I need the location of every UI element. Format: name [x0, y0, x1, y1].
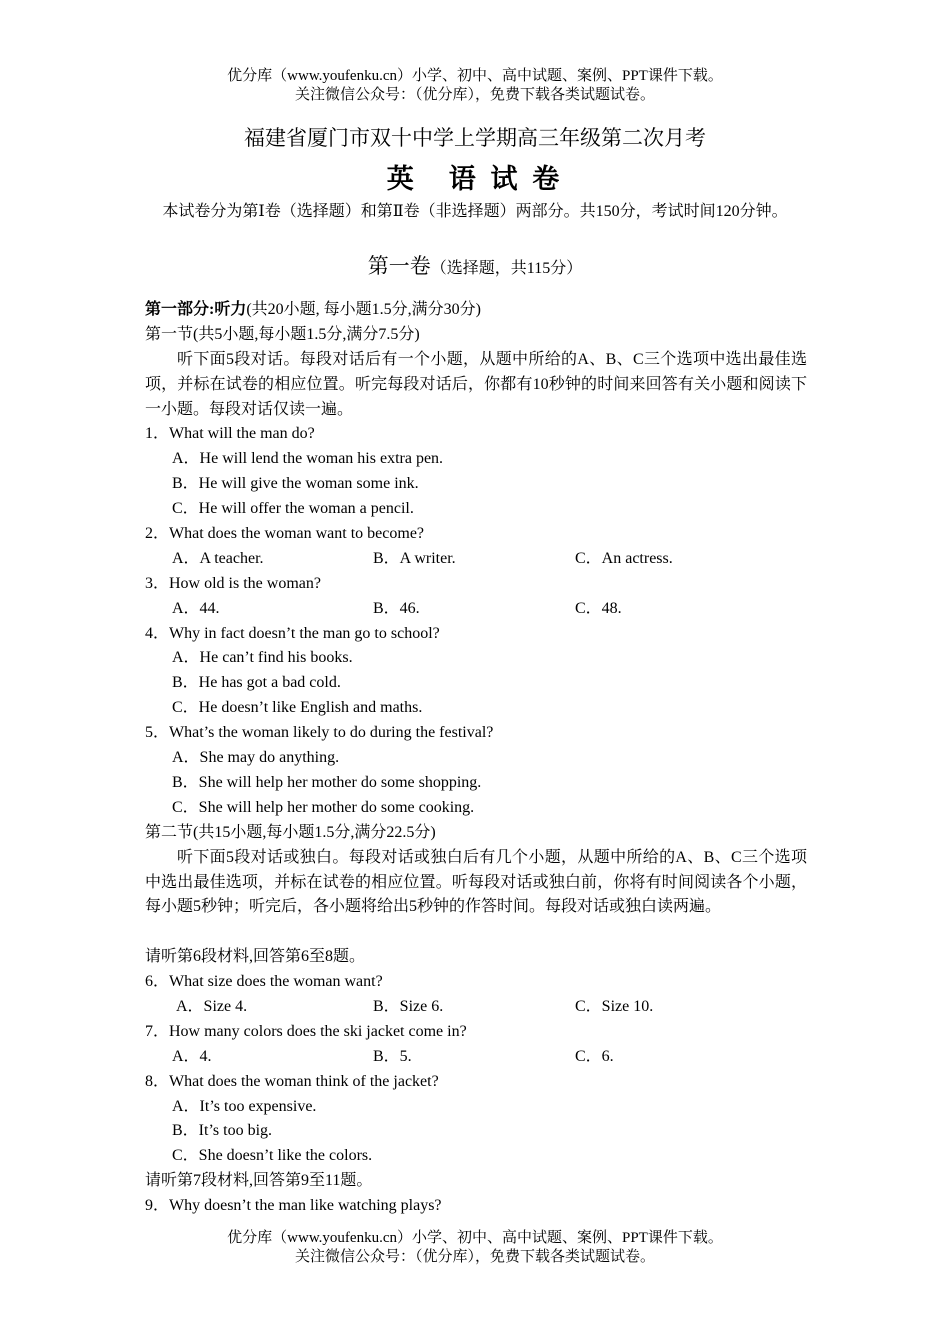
exam-school-title: 福建省厦门市双十中学上学期高三年级第二次月考: [244, 126, 706, 150]
part1-heading-bold: 第一部分:听力: [145, 301, 247, 318]
question-6-option-c: C．Size 10.: [575, 997, 654, 1015]
question-8-option-a: A．It’s too expensive.: [172, 1097, 317, 1115]
footer-line-2: 关注微信公众号：（优分库），免费下载各类试题试卷。: [294, 1249, 655, 1265]
question-7-option-a: A．4.: [172, 1047, 212, 1065]
section1-instructions: 听下面5段对话。每段对话后有一个小题，从题中所给的A、B、C三个选项中选出最佳选项，并标在试卷的相应位置。听完每段对话后，你都有10秒钟的时间来回答有关小题和阅读下一小题。每段对话仅读一遍。: [145, 350, 807, 418]
volume-note: （选择题，共115分）: [430, 260, 583, 277]
question-4-option-c: C．He doesn’t like English and maths.: [172, 699, 423, 717]
section2-instructions: 听下面5段对话或独白。每段对话或独白后有几个小题，从题中所给的A、B、C三个选项中选出最佳选项，并标在试卷的相应位置。听每段对话或独白前，你将有时间阅读各个小题，每小题5秒钟；听完后，各小题将给出5秒钟的作答时间。每段对话或独白读两遍。: [145, 848, 807, 916]
question-9-stem: 9．Why doesn’t the man like watching plays?: [145, 1197, 442, 1215]
question-1-option-a: A．He will lend the woman his extra pen.: [172, 450, 444, 468]
question-7-option-b: B．5.: [373, 1047, 412, 1065]
question-3-stem: 3．How old is the woman?: [145, 574, 321, 592]
section2-heading: 第二节(共15小题,每小题1.5分,满分22.5分): [145, 823, 436, 841]
question-3-option-b: B．46.: [373, 599, 420, 617]
exam-content: [145, 298, 807, 1219]
question-2-option-b: B．A writer.: [373, 549, 456, 567]
question-7-option-c: C．6.: [575, 1047, 614, 1065]
question-4-option-a: A．He can’t find his books.: [172, 649, 353, 667]
section1-heading: 第一节(共5小题,每小题1.5分,满分7.5分): [145, 325, 420, 343]
page-footer: [0, 1229, 950, 1267]
question-3-option-c: C．48.: [575, 599, 622, 617]
exam-intro: 本试卷分为第Ⅰ卷（选择题）和第Ⅱ卷（非选择题）两部分。共150分，考试时间120分钟。: [162, 203, 788, 220]
question-3-option-a: A．44.: [172, 599, 220, 617]
question-6-options: [145, 995, 807, 1020]
part1-heading: [145, 298, 807, 323]
material-7-prompt: 请听第7段材料,回答第9至11题。: [145, 1172, 373, 1190]
question-7-stem: 7．How many colors does the ski jacket come in?: [145, 1022, 467, 1040]
question-8-option-c: C．She doesn’t like the colors.: [172, 1147, 373, 1165]
question-1-stem: 1．What will the man do?: [145, 425, 315, 443]
question-2-stem: 2．What does the woman want to become?: [145, 525, 425, 543]
question-6-stem: 6．What size does the woman want?: [145, 973, 383, 991]
footer-line-1: 优分库（www.youfenku.cn）小学、初中、高中试题、案例、PPT课件下载。: [227, 1230, 723, 1246]
volume-title: 第一卷: [367, 254, 431, 278]
volume-heading: [0, 250, 950, 280]
question-2-options: [145, 547, 807, 572]
part1-heading-rest: (共20小题, 每小题1.5分,满分30分): [246, 301, 482, 318]
question-8-stem: 8．What does the woman think of the jacket?: [145, 1072, 439, 1090]
question-8-option-b: B．It’s too big.: [172, 1122, 273, 1140]
question-1-option-c: C．He will offer the woman a pencil.: [172, 500, 414, 518]
question-7-options: [145, 1045, 807, 1070]
page-header: [0, 67, 950, 105]
question-5-option-b: B．She will help her mother do some shopping.: [172, 773, 482, 791]
question-6-option-a: A．Size 4.: [176, 997, 248, 1015]
question-4-option-b: B．He has got a bad cold.: [172, 674, 341, 692]
question-2-option-a: A．A teacher.: [172, 549, 264, 567]
question-5-stem: 5．What’s the woman likely to do during the festival?: [145, 724, 494, 742]
question-4-stem: 4．Why in fact doesn’t the man go to school?: [145, 624, 440, 642]
question-2-option-c: C．An actress.: [575, 549, 673, 567]
question-5-option-c: C．She will help her mother do some cooking.: [172, 798, 475, 816]
header-line-1: 优分库（www.youfenku.cn）小学、初中、高中试题、案例、PPT课件下载。: [227, 68, 723, 84]
question-3-options: [145, 597, 807, 622]
exam-subject-title: 英 语 试 卷: [386, 164, 564, 194]
header-line-2: 关注微信公众号：（优分库），免费下载各类试题试卷。: [294, 87, 655, 103]
question-5-option-a: A．She may do anything.: [172, 749, 340, 767]
question-1-option-b: B．He will give the woman some ink.: [172, 475, 419, 493]
question-6-option-b: B．Size 6.: [373, 997, 444, 1015]
material-6-prompt: 请听第6段材料,回答第6至8题。: [145, 948, 366, 966]
